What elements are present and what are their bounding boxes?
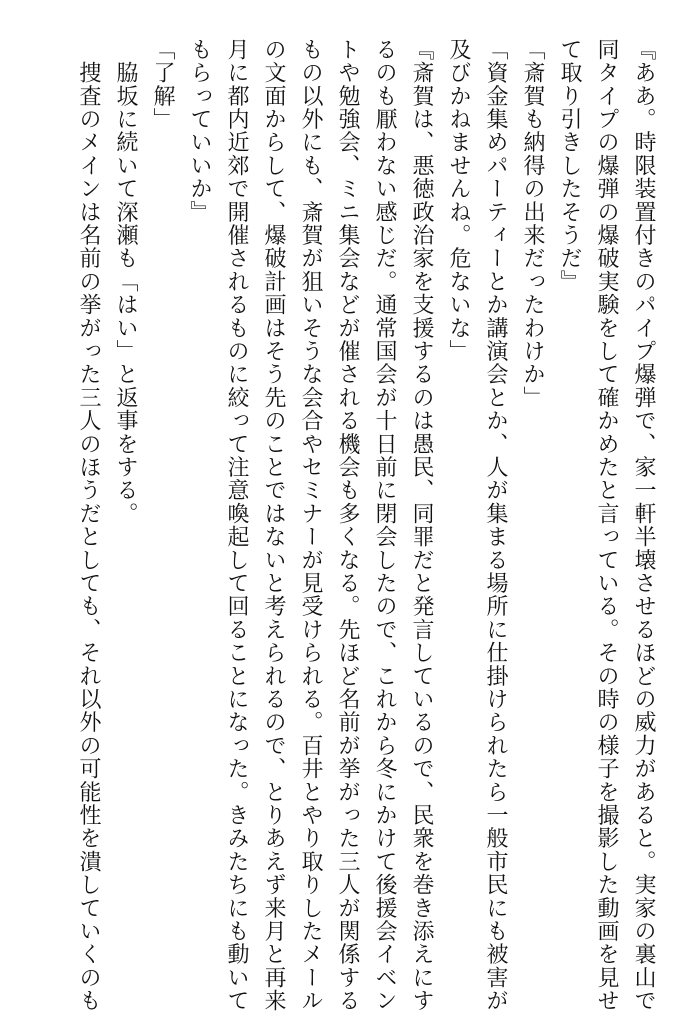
text-line-10: もの以外にも、斎賀が狙いそうな会合やセミナーが見受けられる。百井とやり取りしたメール xyxy=(298,38,323,1013)
text-line-13: もらっていいか』 xyxy=(187,38,212,224)
text-line-2: 同タイプの爆弾の爆破実験をして確かめたと言っている。その時の様子を撮影した動画を見せ xyxy=(594,38,619,1013)
text-line-16: 捜査のメインは名前の挙がった三人のほうだとしても、それ以外の可能性を潰していくのも xyxy=(76,38,101,1013)
text-line-6: 及びかねませんね。危ないな」 xyxy=(446,38,471,363)
text-line-5: 「資金集めパーティーとか講演会とか、人が集まる場所に仕掛けられたら一般市民にも被害が xyxy=(483,38,508,1013)
text-line-3: て取り引きしたそうだ』 xyxy=(557,38,582,294)
text-line-11: の文面からして、爆破計画はそう先のことではないと考えられるので、とりあえず来月と再来 xyxy=(261,38,286,1013)
text-line-8: るのも厭わない感じだ。通常国会が十日前に閉会したので、これから冬にかけて後援会イベン xyxy=(372,38,397,1013)
text-line-1: 『ああ。時限装置付きのパイプ爆弾で、家一軒半壊させるほどの威力があると。実家の裏山で xyxy=(631,38,656,1013)
text-line-7: 『斎賀は、悪徳政治家を支援するのは愚民、同罪だと発言しているので、民衆を巻き添えにす xyxy=(409,38,434,1013)
text-line-12: 月に都内近郊で開催されるものに絞って注意喚起して回ることになった。きみたちにも動いて xyxy=(224,38,249,1013)
text-line-15: 脇坂に続いて深瀬も「はい」と返事をする。 xyxy=(113,38,138,526)
vertical-text-body xyxy=(70,38,662,1013)
text-line-14: 「了解」 xyxy=(150,38,175,131)
text-line-9: トや勉強会、ミニ集会などが催される機会も多くなる。先ほど名前が挙がった三人が関係する xyxy=(335,38,360,1013)
text-line-4: 「斎賀も納得の出来だったわけか」 xyxy=(520,38,545,410)
